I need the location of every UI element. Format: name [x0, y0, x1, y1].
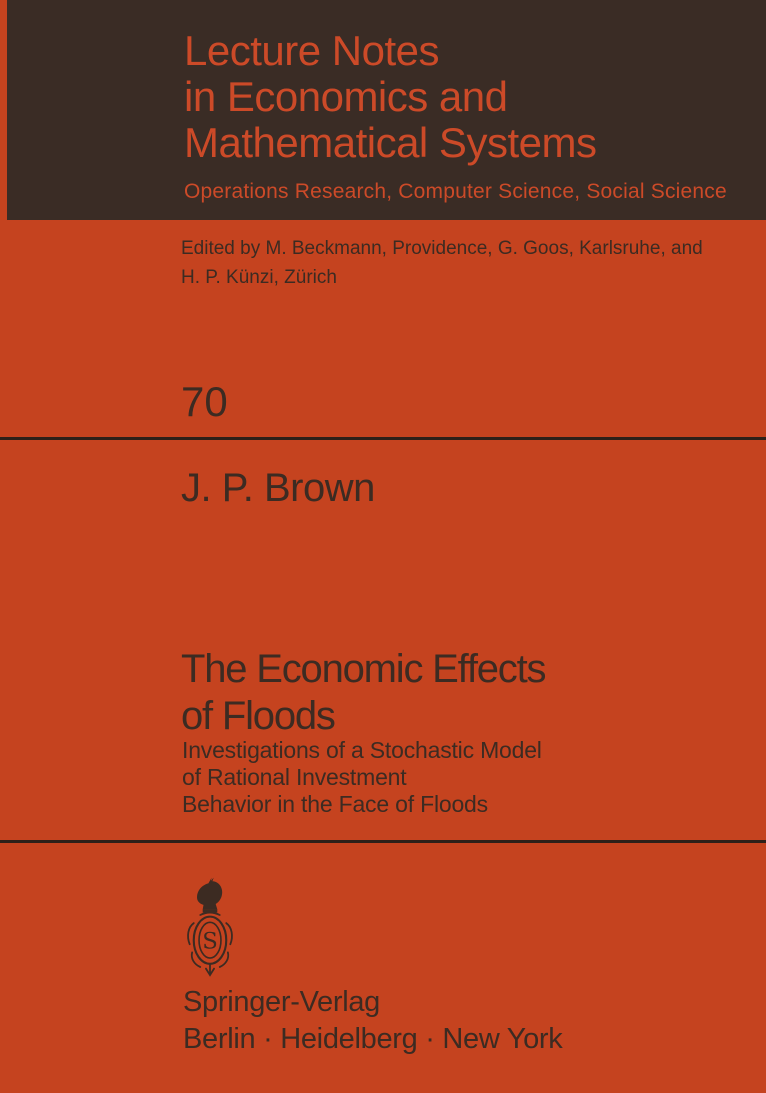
series-title-line-3: Mathematical Systems [184, 119, 597, 166]
publisher-cities: Berlin · Heidelberg · New York [183, 1023, 563, 1055]
series-title-line-1: Lecture Notes [184, 27, 439, 74]
series-title [184, 28, 596, 166]
series-subtitle: Operations Research, Computer Science, Social Science [184, 180, 727, 203]
book-title-line-1: The Economic Effects [181, 647, 546, 691]
horizontal-rule-top [0, 437, 766, 440]
horizontal-rule-bottom [0, 840, 766, 843]
editors-credit [181, 234, 703, 292]
book-subtitle-line-1: Investigations of a Stochastic Model [182, 737, 542, 763]
book-title [181, 646, 545, 740]
book-title-line-2: of Floods [181, 694, 335, 738]
author-name: J. P. Brown [181, 466, 375, 510]
editors-line-2: H. P. Künzi, Zürich [181, 267, 337, 288]
publisher-block [183, 984, 562, 1058]
book-subtitle-line-3: Behavior in the Face of Floods [182, 791, 488, 817]
editors-line-1: Edited by M. Beckmann, Providence, G. Goos, Karlsruhe, and [181, 238, 703, 259]
svg-text:S: S [202, 928, 218, 955]
volume-number: 70 [181, 378, 228, 425]
book-subtitle [182, 737, 542, 818]
springer-horse-crest-icon [184, 876, 236, 978]
series-title-line-2: in Economics and [184, 73, 508, 120]
publisher-name: Springer-Verlag [183, 986, 380, 1018]
book-subtitle-line-2: of Rational Investment [182, 764, 407, 790]
